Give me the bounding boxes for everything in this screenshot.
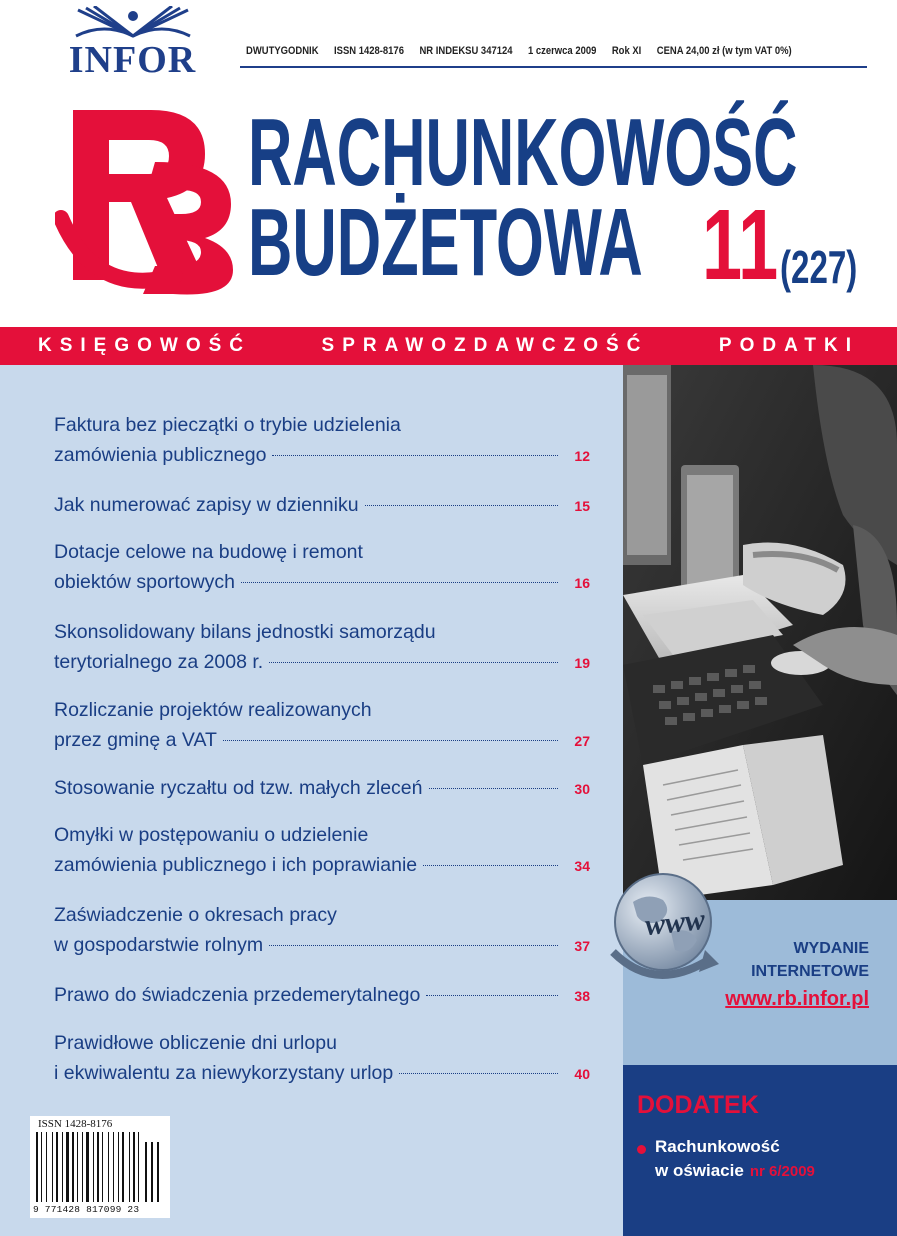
toc-entry[interactable] [54, 617, 590, 678]
publisher-logo [40, 6, 225, 81]
barcode [30, 1116, 170, 1218]
toc-entry-title: Skonsolidowany bilans jednostki samorządu [54, 621, 436, 643]
toc-entry[interactable] [54, 1028, 590, 1089]
section-accounting: KSIĘGOWOŚĆ [38, 335, 252, 356]
toc-entry[interactable] [54, 820, 590, 881]
toc-leader-dots [223, 740, 558, 741]
issue-date: 1 czerwca 2009 [527, 45, 597, 57]
toc-entry-title: Omyłki w postępowaniu o udzielenie [54, 824, 369, 846]
toc-entry[interactable] [54, 490, 590, 521]
toc-page-number: 19 [574, 655, 590, 671]
barcode-bar [102, 1132, 103, 1202]
barcode-bar [108, 1132, 109, 1202]
toc-entry-line [54, 725, 590, 756]
index-number: NR INDEKSU 347124 [419, 45, 513, 57]
section-band [0, 327, 897, 365]
toc-entry[interactable] [54, 900, 590, 961]
internet-edition-label-line2: INTERNETOWE [751, 963, 869, 980]
barcode-addon-bar [157, 1142, 159, 1202]
toc-entry-line [54, 490, 590, 521]
toc-leader-dots [272, 455, 558, 456]
supplement-issue-number: nr 6/2009 [749, 1163, 815, 1180]
barcode-bar [122, 1132, 124, 1202]
toc-entry-title: zamówienia publicznego i ich poprawianie [54, 854, 418, 876]
barcode-bar [133, 1132, 135, 1202]
toc-entry-title: Dotacje celowe na budowę i remont [54, 541, 363, 563]
toc-entry[interactable] [54, 773, 590, 804]
volume-year: Rok XI [611, 45, 642, 57]
toc-page-number: 27 [574, 733, 590, 749]
issue-cumulative-number: (227) [780, 241, 858, 293]
toc-entry-line [54, 410, 590, 440]
toc-entry-line [54, 773, 590, 804]
issue-number: 11 [702, 189, 779, 301]
toc-entry-title: Rozliczanie projektów realizowanych [54, 699, 372, 721]
toc-entry-title: zamówienia publicznego [54, 444, 267, 466]
supplement-title: DODATEK [637, 1091, 759, 1119]
barcode-addon-bar [145, 1142, 147, 1202]
barcode-bar [93, 1132, 94, 1202]
barcode-bar [72, 1132, 74, 1202]
toc-entry-line [54, 537, 590, 567]
toc-leader-dots [429, 788, 558, 789]
toc-leader-dots [241, 582, 558, 583]
magazine-title-line2: BUDŻETOWA [248, 189, 643, 296]
barcode-bar [77, 1132, 78, 1202]
bullet-icon [637, 1145, 646, 1154]
internet-edition-panel [623, 900, 897, 1065]
barcode-bar [56, 1132, 58, 1202]
toc-entry-title: Faktura bez pieczątki o trybie udzielenia [54, 414, 401, 436]
toc-entry-line [54, 567, 590, 598]
toc-entry[interactable] [54, 980, 590, 1011]
toc-entry-line [54, 647, 590, 678]
book-wings-icon [68, 6, 198, 42]
toc-entry-title: terytorialnego za 2008 r. [54, 651, 264, 673]
barcode-bar [113, 1132, 114, 1202]
toc-entry-title: Zaświadczenie o okresach pracy [54, 904, 337, 926]
toc-entry-title: obiektów sportowych [54, 571, 236, 593]
barcode-bar [62, 1132, 63, 1202]
toc-entry-line [54, 440, 590, 471]
toc-entry-title: Prawidłowe obliczenie dni urlopu [54, 1032, 337, 1054]
toc-entry-line [54, 617, 590, 647]
publisher-name: INFOR [68, 39, 197, 81]
cover-photo [623, 365, 897, 900]
barcode-digits: 9 771428 817099 23 [33, 1204, 140, 1215]
supplement-name-line2-text: w oświacie [655, 1161, 744, 1180]
toc-leader-dots [426, 995, 558, 996]
section-reporting: SPRAWOZDAWCZOŚĆ [321, 335, 649, 356]
toc-leader-dots [399, 1073, 558, 1074]
toc-leader-dots [269, 662, 558, 663]
barcode-bar [97, 1132, 99, 1202]
toc-entry-line [54, 930, 590, 961]
section-taxes: PODATKI [718, 335, 859, 356]
toc-leader-dots [365, 505, 558, 506]
barcode-bars [30, 1116, 170, 1218]
barcode-bar [82, 1132, 83, 1202]
toc-page-number: 30 [574, 781, 590, 797]
toc-entry-line [54, 1058, 590, 1089]
barcode-bar [66, 1132, 69, 1202]
barcode-bar [46, 1132, 47, 1202]
barcode-addon-bar [151, 1142, 153, 1202]
toc-entry-title: i ekwiwalentu za niewykorzystany urlop [54, 1062, 394, 1084]
barcode-bar [36, 1132, 38, 1202]
masthead-rule [240, 66, 867, 68]
price: CENA 24,00 zł (w tym VAT 0%) [656, 45, 792, 57]
internet-edition-label-line1: WYDANIE [793, 940, 869, 957]
toc-page-number: 16 [574, 575, 590, 591]
toc-entry-line [54, 695, 590, 725]
barcode-bar [129, 1132, 130, 1202]
toc-entry-title: w gospodarstwie rolnym [54, 934, 264, 956]
barcode-bar [41, 1132, 42, 1202]
barcode-issn: ISSN 1428-8176 [38, 1118, 113, 1130]
toc-page-number: 12 [574, 448, 590, 464]
toc-page-number: 37 [574, 938, 590, 954]
toc-page-number: 38 [574, 988, 590, 1004]
barcode-bar [52, 1132, 53, 1202]
toc-entry-line [54, 900, 590, 930]
toc-page-number: 34 [574, 858, 590, 874]
toc-leader-dots [423, 865, 558, 866]
frequency: DWUTYGODNIK [246, 45, 319, 57]
toc-entry-title: Prawo do świadczenia przedemerytalnego [54, 984, 421, 1006]
masthead-info [246, 45, 792, 57]
toc-entry-line [54, 820, 590, 850]
barcode-bar [138, 1132, 139, 1202]
toc-entry-line [54, 980, 590, 1011]
toc-entry[interactable] [54, 695, 590, 756]
supplement-name-line1: Rachunkowość [655, 1137, 780, 1156]
barcode-bar [118, 1132, 119, 1202]
toc-entry-line [54, 850, 590, 881]
issn: ISSN 1428-8176 [334, 45, 404, 57]
toc-entry-title: przez gminę a VAT [54, 729, 217, 751]
supplement-panel [623, 1065, 897, 1236]
toc-entry[interactable] [54, 410, 590, 471]
internet-edition-link[interactable]: www.rb.infor.pl [725, 988, 869, 1010]
toc-entry-title: Stosowanie ryczałtu od tzw. małych zleceń [54, 777, 423, 799]
rb-monogram-logo [55, 98, 235, 303]
supplement-name-line2 [655, 1161, 815, 1181]
barcode-bar [86, 1132, 89, 1202]
toc-leader-dots [269, 945, 558, 946]
magazine-title-line1: RACHUNKOWOŚĆ [248, 99, 798, 206]
globe-www-text: www [643, 902, 707, 943]
toc-page-number: 40 [574, 1066, 590, 1082]
toc-entry[interactable] [54, 537, 590, 598]
toc-entry-title: Jak numerować zapisy w dzienniku [54, 494, 359, 516]
toc-entry-line [54, 1028, 590, 1058]
toc-page-number: 15 [574, 498, 590, 514]
